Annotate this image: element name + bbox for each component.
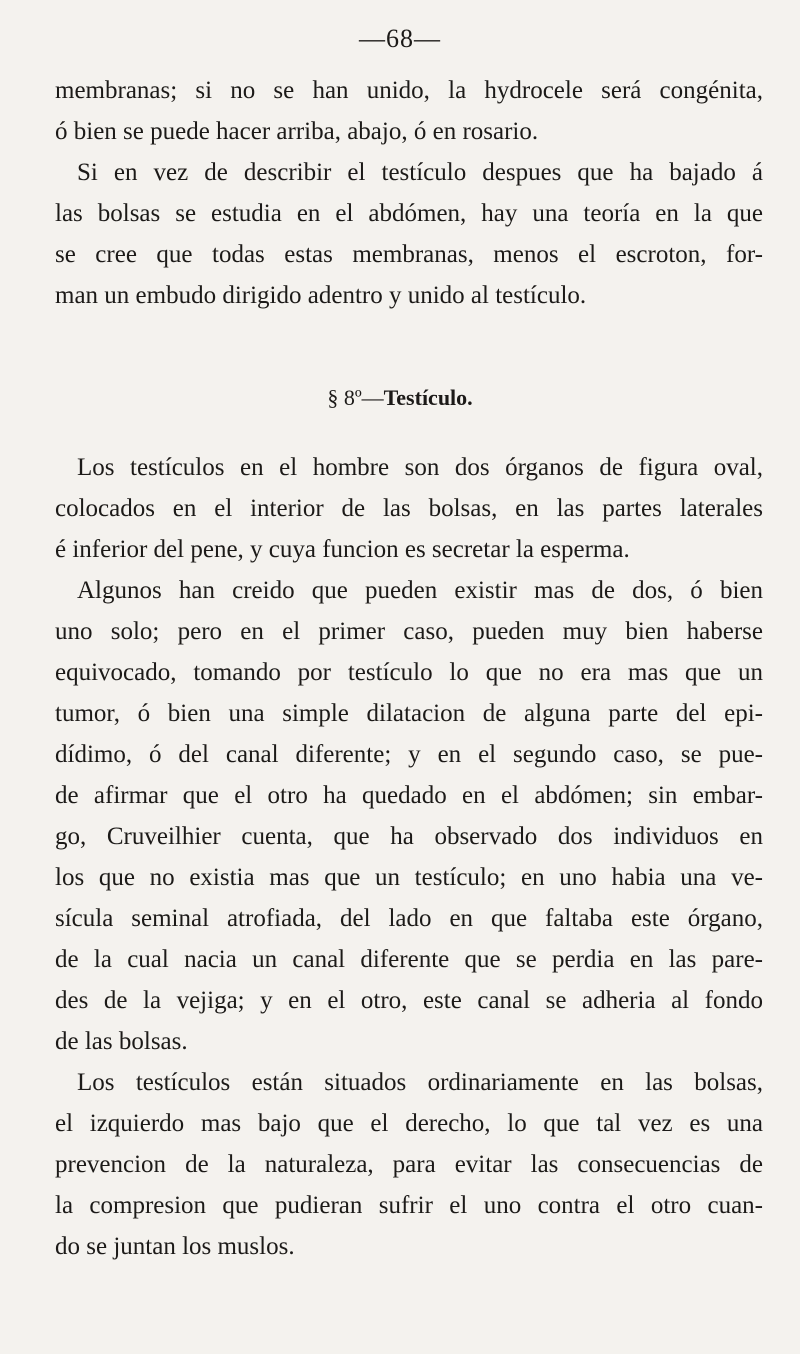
- text-line: Si en vez de describir el testículo despues que ha bajado á: [77, 159, 763, 186]
- paragraph-situados: [55, 1062, 763, 1267]
- text-line: ó bien se puede hacer arriba, abajo, ó en rosario.: [55, 118, 539, 145]
- text-line: equivocado, tomando por testículo lo que no era mas que un: [55, 659, 763, 686]
- text-line: é inferior del pene, y cuya funcion es secretar la esperma.: [55, 536, 630, 563]
- page-number: —68—: [359, 24, 441, 53]
- text-line: man un embudo dirigido adentro y unido al testículo.: [55, 282, 587, 309]
- text-line: Algunos han creido que pueden existir mas de dos, ó bien: [77, 577, 763, 604]
- paragraph-algunos: [55, 570, 763, 1062]
- text-block-top: [55, 70, 763, 316]
- paragraph-testiculos: [55, 447, 763, 570]
- text-line: la compresion que pudieran sufrir el uno contra el otro cuan-: [55, 1192, 763, 1219]
- text-line: Los testículos en el hombre son dos órganos de figura oval,: [77, 454, 763, 481]
- text-line: dídimo, ó del canal diferente; y en el segundo caso, se pue-: [55, 741, 763, 768]
- text-line: go, Cruveilhier cuenta, que ha observado dos individuos en: [55, 823, 763, 850]
- text-line: uno solo; pero en el primer caso, pueden muy bien haberse: [55, 618, 763, 645]
- text-line: de la cual nacia un canal diferente que se perdia en las pare-: [55, 946, 763, 973]
- text-line: prevencion de la naturaleza, para evitar las consecuencias de: [55, 1151, 763, 1178]
- text-line: se cree que todas estas membranas, menos el escroton, for-: [55, 241, 763, 268]
- text-line: do se juntan los muslos.: [55, 1233, 295, 1260]
- section-number: § 8º—: [327, 385, 384, 410]
- text-line: el izquierdo mas bajo que el derecho, lo que tal vez es una: [55, 1110, 763, 1137]
- paragraph-intro: [55, 70, 763, 152]
- paragraph-abdomen: [55, 152, 763, 316]
- text-line: des de la vejiga; y en el otro, este canal se adheria al fondo: [55, 987, 763, 1014]
- text-block-main: [55, 447, 763, 1267]
- text-line: membranas; si no se han unido, la hydrocele será congénita,: [55, 77, 763, 104]
- text-line: colocados en el interior de las bolsas, en las partes laterales: [55, 495, 763, 522]
- text-line: Los testículos están situados ordinariamente en las bolsas,: [77, 1069, 763, 1096]
- text-line: las bolsas se estudia en el abdómen, hay una teoría en la que: [55, 200, 763, 227]
- text-line: sícula seminal atrofiada, del lado en que faltaba este órgano,: [55, 905, 763, 932]
- section-heading: [0, 385, 800, 411]
- text-line: de las bolsas.: [55, 1028, 188, 1055]
- text-line: los que no existia mas que un testículo; en uno habia una ve-: [55, 864, 763, 891]
- section-title: Testículo.: [383, 385, 473, 410]
- text-line: de afirmar que el otro ha quedado en el abdómen; sin embar-: [55, 782, 763, 809]
- text-line: tumor, ó bien una simple dilatacion de alguna parte del epi-: [55, 700, 763, 727]
